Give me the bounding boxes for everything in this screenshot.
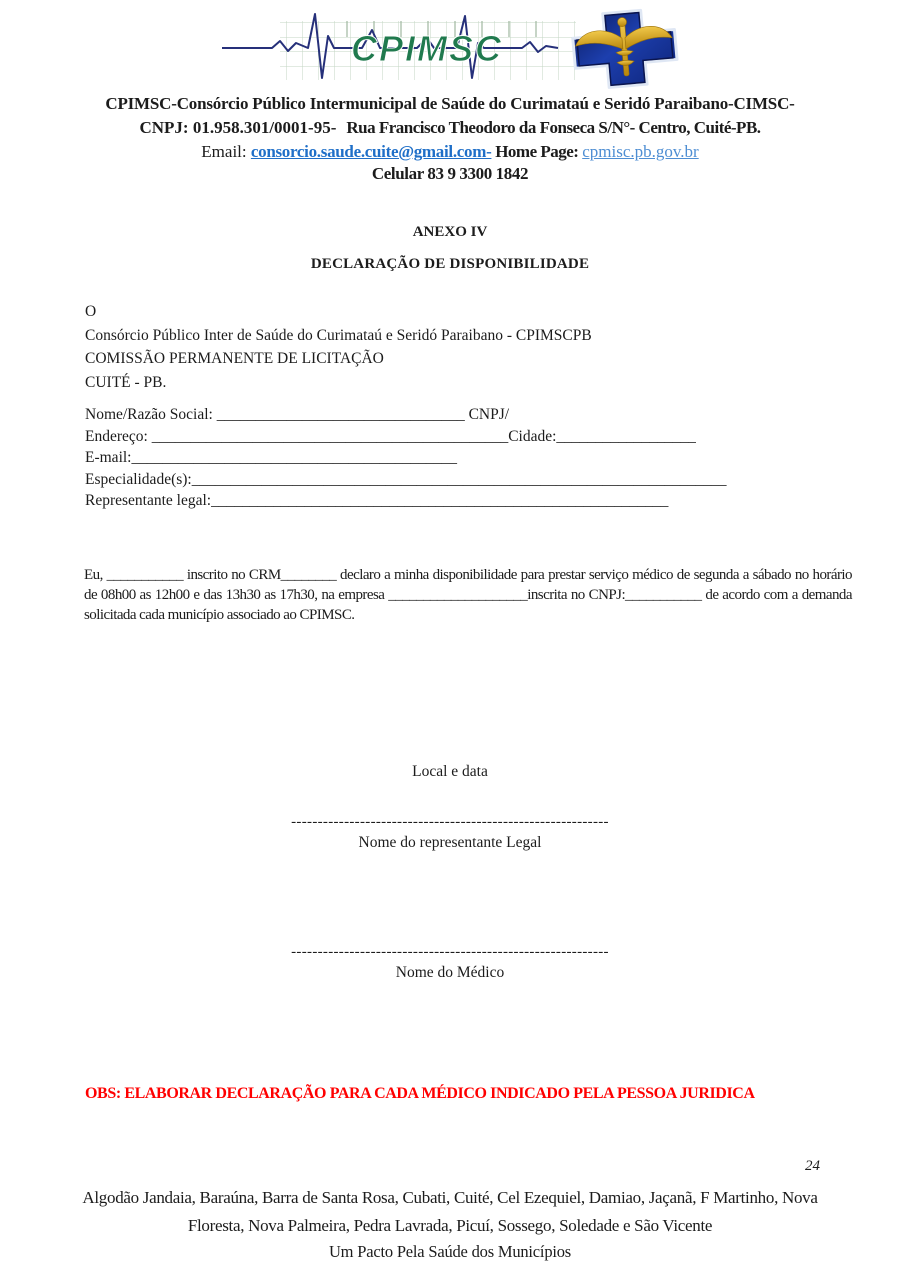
addressee-line: CUITÉ - PB. <box>85 373 167 391</box>
addressee-line: COMISSÃO PERMANENTE DE LICITAÇÃO <box>85 350 384 367</box>
field-representante-legal: Representante legal:___________________________________________________________ <box>85 492 669 510</box>
email-link[interactable]: consorcio.saude.cuite@gmail.com- <box>250 142 492 161</box>
declaration-paragraph: Eu, ___________ inscrito no CRM________ declaro a minha disponibilidade para prestar serviço médico de segunda a sábado no horário de 08h00 as 12h00 e das 13h30 as 17h30, na empresa ____________________inscrita no CNPJ:___________ de acordo com a demanda solicitada cada município associado ao CPIMSC. <box>84 567 852 623</box>
signature-line-doctor: ------------------------------------------------------------ <box>291 944 609 960</box>
addressee-block <box>85 300 592 394</box>
cnpj-value: CNPJ: 01.958.301/0001-95- <box>139 118 337 137</box>
signature-line-representative: ------------------------------------------------------------ <box>291 814 609 830</box>
addressee-line: O <box>85 303 97 320</box>
homepage-link[interactable]: cpmisc.pb.gov.br <box>582 142 699 161</box>
footer-municipalities-line: Floresta, Nova Palmeira, Pedra Lavrada, Picuí, Sossego, Soledade e São Vicente <box>187 1216 713 1235</box>
org-name-line: CPIMSC-Consórcio Público Intermunicipal de Saúde do Curimataú e Seridó Paraibano-CIMSC- <box>105 94 795 113</box>
field-endereco-cidade: Endereço: ______________________________________________Cidade:__________________ <box>85 427 696 445</box>
cpimsc-logo-svg <box>222 8 682 90</box>
field-especialidades: Especialidade(s):_____________________________________________________________________ <box>85 470 727 488</box>
obs-note: OBS: ELABORAR DECLARAÇÃO PARA CADA MÉDICO INDICADO PELA PESSOA JURIDICA <box>85 1085 755 1102</box>
form-fields-block <box>85 404 830 512</box>
document-title: DECLARAÇÃO DE DISPONIBILIDADE <box>310 256 590 272</box>
cpimsc-logo <box>222 8 682 90</box>
addressee-line: Consórcio Público Inter de Saúde do Curimataú e Seridó Paraibano - CPIMSCPB <box>85 326 592 344</box>
field-nome-razao-social: Nome/Razão Social: ________________________________ CNPJ/ <box>85 406 510 423</box>
anexo-title: ANEXO IV <box>412 224 488 240</box>
doctor-name-label: Nome do Médico <box>395 964 505 981</box>
logo-wordmark: CPIMSC <box>350 28 504 69</box>
footer-motto: Um Pacto Pela Saúde dos Municípios <box>328 1242 572 1261</box>
email-homepage-line <box>0 140 900 164</box>
medical-cross-icon <box>571 8 679 90</box>
street-address: Rua Francisco Theodoro da Fonseca S/N°- Centro, Cuité-PB. <box>346 118 761 137</box>
email-label: Email: <box>201 142 251 161</box>
representative-name-label: Nome do representante Legal <box>358 834 542 851</box>
homepage-label: Home Page: <box>491 142 583 161</box>
footer-municipalities-line: Algodão Jandaia, Baraúna, Barra de Santa Rosa, Cubati, Cuité, Cel Ezequiel, Damiao, Jaçanã, F Martinho, Nova <box>82 1188 818 1207</box>
local-e-data-label: Local e data <box>412 763 488 780</box>
page-number: 24 <box>805 1158 820 1174</box>
field-email: E-mail:__________________________________________ <box>85 449 457 467</box>
cnpj-address-line <box>0 116 900 140</box>
phone-line: Celular 83 9 3300 1842 <box>371 164 529 183</box>
